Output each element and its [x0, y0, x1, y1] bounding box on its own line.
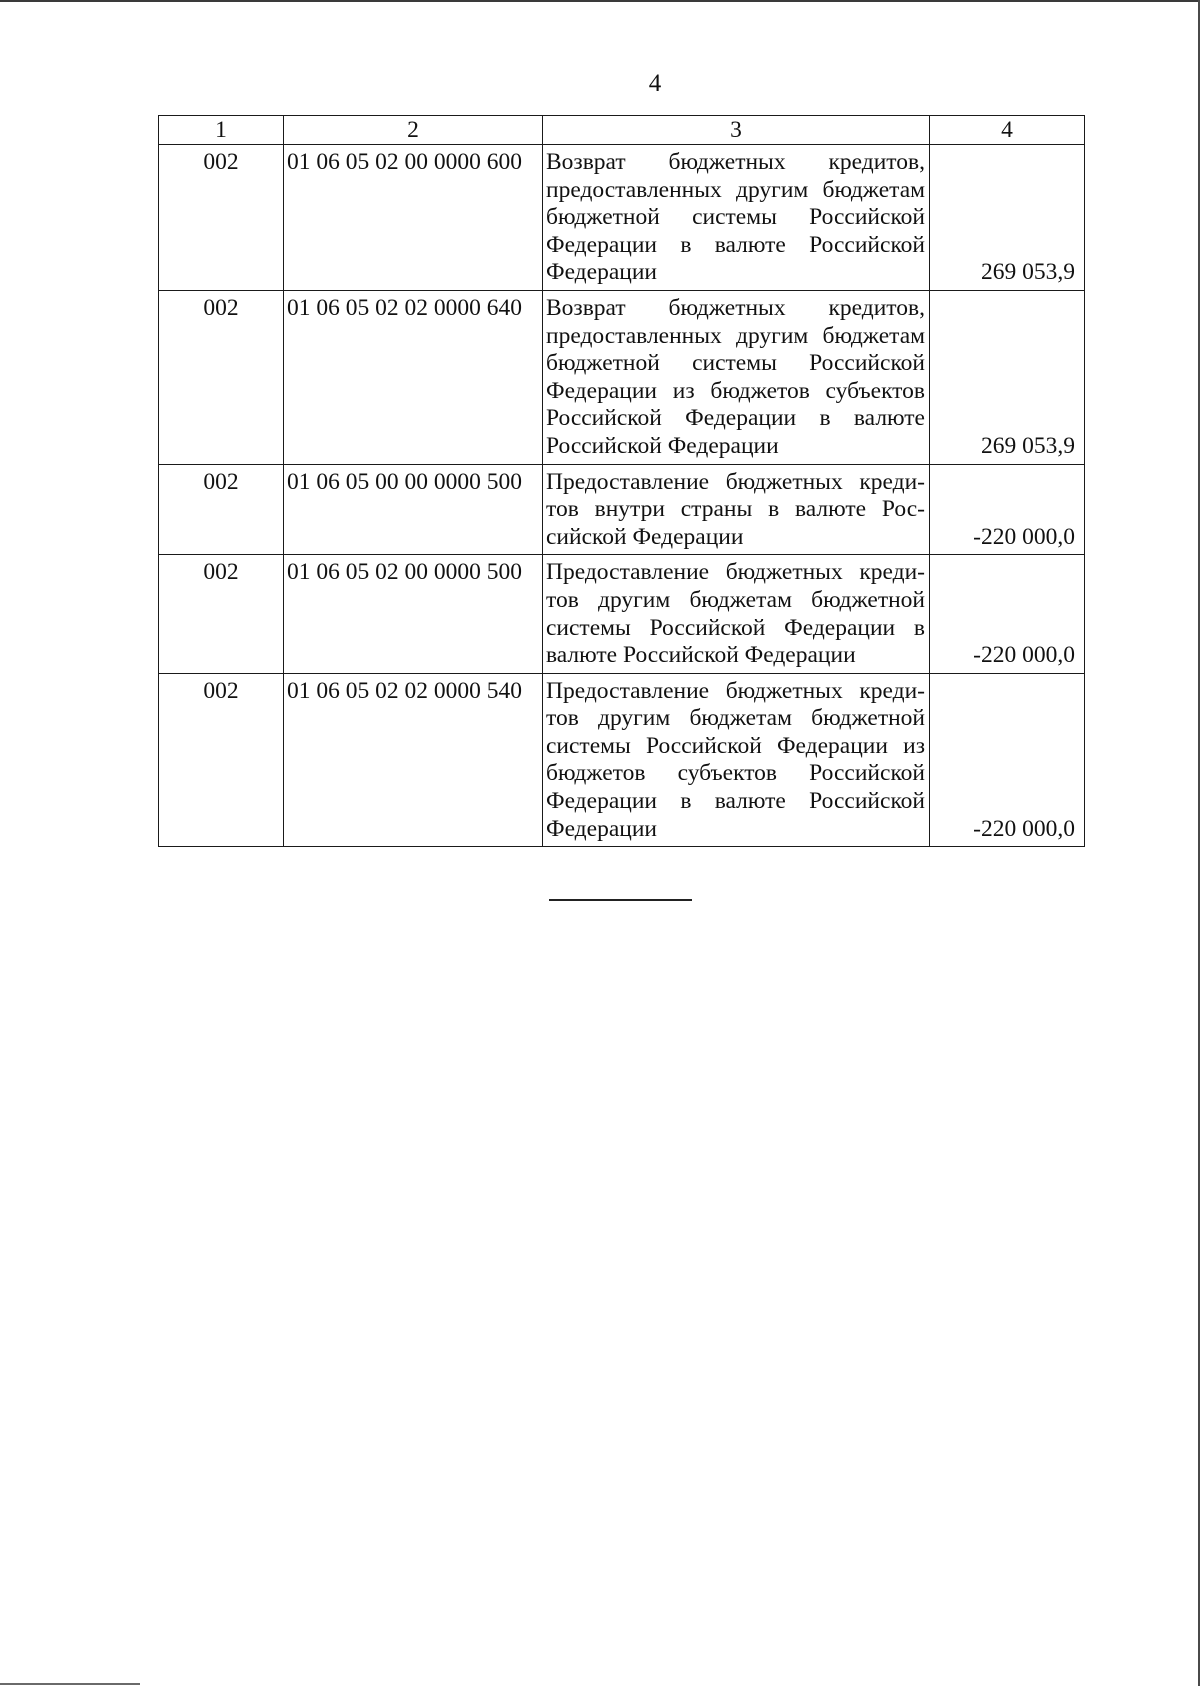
- admin-code-cell: 002: [159, 673, 284, 847]
- kbk-code-cell: 01 06 05 02 02 0000 640: [284, 290, 543, 464]
- name-cell: Предоставление бюджетных кредитов внутри страны в валюте Российской Федерации: [543, 464, 930, 555]
- kbk-code-cell: 01 06 05 02 02 0000 540: [284, 673, 543, 847]
- admin-code-cell: 002: [159, 145, 284, 291]
- column-header-4: 4: [930, 116, 1085, 145]
- table-row: [159, 145, 1085, 291]
- name-cell: Предоставление бюджетных кредитов другим бюджетам бюджетной системы Российской Федерации в валюте Российской Федерации: [543, 555, 930, 673]
- kbk-code-cell: 01 06 05 02 00 0000 500: [284, 555, 543, 673]
- column-header-1: 1: [159, 116, 284, 145]
- amount-cell: -220 000,0: [930, 464, 1085, 555]
- amount-cell: 269 053,9: [930, 145, 1085, 291]
- table-header-row: [159, 116, 1085, 145]
- scan-edge-top: [0, 0, 1200, 2]
- column-header-3: 3: [543, 116, 930, 145]
- admin-code-cell: 002: [159, 464, 284, 555]
- name-cell: Предоставление бюджетных кредитов другим бюджетам бюджетной системы Российской Федерации из бюджетов субъектов Российской Федерации в валюте Российской Федерации: [543, 673, 930, 847]
- table-row: [159, 290, 1085, 464]
- amount-cell: -220 000,0: [930, 555, 1085, 673]
- kbk-code-cell: 01 06 05 00 00 0000 500: [284, 464, 543, 555]
- end-of-document-rule: [549, 899, 692, 901]
- scan-edge-bottom: [0, 1683, 140, 1685]
- page-number: 4: [648, 70, 662, 97]
- admin-code-cell: 002: [159, 555, 284, 673]
- table-row: [159, 555, 1085, 673]
- kbk-code-cell: 01 06 05 02 00 0000 600: [284, 145, 543, 291]
- name-cell: Возврат бюджетных кредитов, предоставленных другим бюджетам бюджетной системы Российской Федерации в валюте Российской Федерации: [543, 145, 930, 291]
- amount-cell: -220 000,0: [930, 673, 1085, 847]
- name-cell: Возврат бюджетных кредитов, предоставленных другим бюджетам бюджетной системы Российской Федерации из бюджетов субъектов Российской Федерации в валюте Российской Федерации: [543, 290, 930, 464]
- table-row: [159, 673, 1085, 847]
- table-row: [159, 464, 1085, 555]
- column-header-2: 2: [284, 116, 543, 145]
- admin-code-cell: 002: [159, 290, 284, 464]
- amount-cell: 269 053,9: [930, 290, 1085, 464]
- budget-sources-table: [158, 115, 1085, 847]
